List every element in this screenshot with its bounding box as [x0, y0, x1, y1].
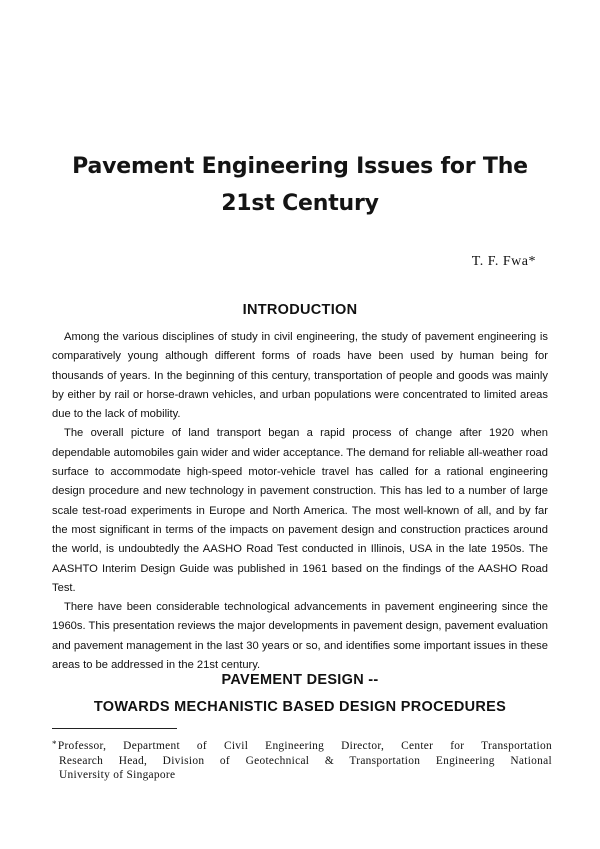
author-name: T. F. Fwa*: [471, 254, 536, 269]
introduction-body: [52, 328, 548, 675]
paper-title-line-1: Pavement Engineering Issues for The: [72, 154, 528, 179]
section-heading-pavement-design: [40, 667, 560, 721]
paragraph: Among the various disciplines of study in civil engineering, the study of pavement engineering is comparatively young although different forms of roads have been used by human being for thousands of years. In the beginning of this century, transportation of people and goods was mainly by either by rail or horse-drawn vehicles, and urban populations were concentrated to limited areas due to the lack of mobility.: [52, 331, 548, 421]
section-heading-line-2: TOWARDS MECHANISTIC BASED DESIGN PROCEDURES: [93, 699, 507, 715]
footnote-marker: *: [52, 739, 57, 749]
paper-title: [40, 148, 560, 222]
paragraph: The overall picture of land transport began a rapid process of change after 1920 when dependable automobiles gain wider and wider acceptance. The demand for reliable all-weather road surface to accommodate high-speed motor-vehicle travel has called for a rational engineering design procedure and new technology in pavement construction. This has led to a number of large scale test-road experiments in Europe and North America. The most well-known of all, and by far the most significant in terms of the impacts on pavement design and construction practices around the world, is undoubtedly the AASHO Road Test conducted in Illinois, USA in the late 1950s. The AASHTO Interim Design Guide was published in 1961 based on the findings of the AASHO Road Test.: [52, 427, 548, 594]
footnote-divider: [52, 728, 177, 729]
footnote-text-1: Professor, Department of Civil Engineering Director, Center for Transportation: [57, 740, 552, 752]
section-heading-line-1: PAVEMENT DESIGN --: [221, 672, 379, 688]
paper-title-line-2: 21st Century: [221, 191, 379, 216]
footnote: [52, 737, 552, 783]
section-heading-introduction: INTRODUCTION: [242, 302, 358, 318]
footnote-line-1: [52, 737, 552, 754]
paragraph: There have been considerable technological advancements in pavement engineering since the 1960s. This presentation reviews the major developments in pavement design, pavement evaluation and pavement management in the last 30 years or so, and identifies some important issues in these areas to be addressed in the 21st century.: [52, 601, 548, 672]
footnote-line-2: Research Head, Division of Geotechnical & Transportation Engineering National: [59, 754, 552, 767]
footnote-line-3: University of Singapore: [59, 769, 176, 782]
